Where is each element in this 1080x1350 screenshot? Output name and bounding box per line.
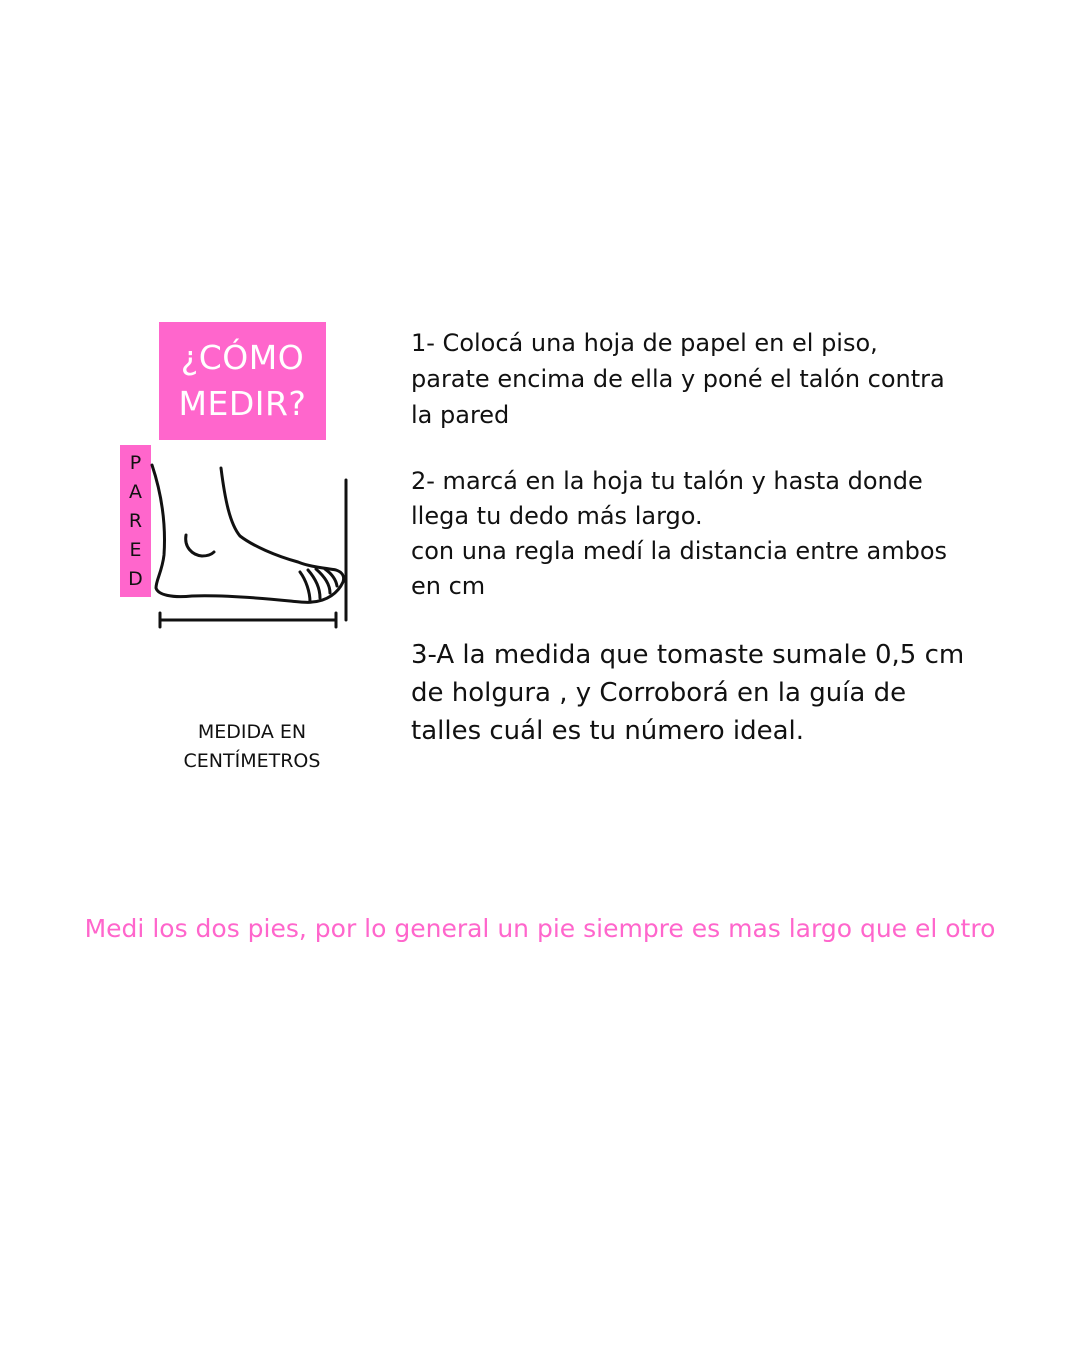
step-line: 3-A la medida que tomaste sumale 0,5 cm [411, 640, 965, 670]
step-line: 2- marcá en la hoja tu talón y hasta donde [411, 467, 923, 495]
step-line: 1- Colocá una hoja de papel en el piso, [411, 329, 878, 357]
step-line: talles cuál es tu número ideal. [411, 716, 805, 746]
toe-line [300, 572, 310, 602]
measure-caption [162, 718, 342, 776]
step-line: parate encima de ella y poné el talón contra [411, 365, 945, 393]
title-line-1: ¿CÓMO [180, 338, 305, 377]
wall-letter: A [129, 480, 142, 503]
step-line: con una regla medí la distancia entre ambos [411, 537, 948, 565]
step-2 [411, 464, 947, 604]
title-line-2: MEDIR? [178, 384, 307, 423]
step-line: llega tu dedo más largo. [411, 502, 703, 530]
wall-letter: P [129, 451, 142, 474]
wall-letter: R [128, 509, 143, 532]
caption-line-1: MEDIDA EN [197, 721, 307, 743]
wall-label [120, 445, 151, 597]
caption-line-2: CENTÍMETROS [183, 750, 321, 772]
step-3 [411, 636, 964, 750]
footer-note: Medi los dos pies, por lo general un pie siempre es mas largo que el otro [84, 914, 996, 943]
step-line: de holgura , y Corroborá en la guía de [411, 678, 907, 708]
step-1 [411, 325, 945, 433]
wall-letter: D [128, 567, 143, 590]
step-line: en cm [411, 572, 486, 600]
title-badge [159, 322, 326, 440]
ankle-bone-line [186, 535, 214, 556]
step-line: la pared [411, 401, 510, 429]
wall-letter: E [129, 538, 142, 561]
foot-measure-icon [150, 460, 360, 635]
